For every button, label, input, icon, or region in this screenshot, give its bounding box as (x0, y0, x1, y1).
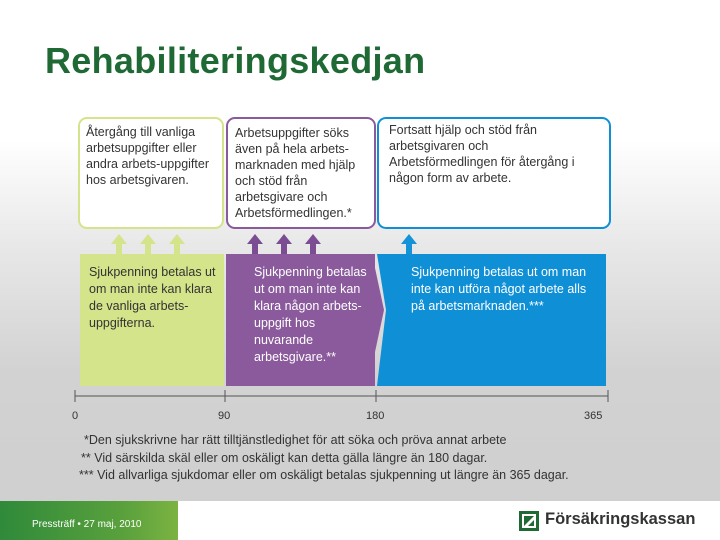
footnote-2: ** Vid särskilda skäl eller om oskäligt kan detta gälla längre än 180 dagar. (81, 450, 488, 465)
up-arrow-icon (276, 234, 292, 254)
page-title: Rehabiliteringskedjan (45, 40, 426, 81)
timeline-label-180: 180 (366, 410, 385, 422)
timeline-label-365: 365 (584, 410, 603, 422)
footnote-1: *Den sjukskrivne har rätt tilltjänstledighet för att söka och pröva annat arbete (84, 433, 507, 447)
phase-3-text: Sjukpenning betalas ut om man inte kan utföra något arbete alls på arbetsmarknaden.*** (411, 265, 587, 313)
box-continued-support-text: Fortsatt hjälp och stöd från arbetsgivaren och Arbetsförmedlingen för återgång i någon form av arbete. (389, 123, 575, 185)
footnotes (0, 432, 720, 485)
logo-wordmark: Försäkringskassan (545, 510, 696, 528)
up-arrow-icon (111, 234, 127, 254)
box-job-search-text: Arbetsuppgifter söks även på hela arbets-marknaden med hjälp och stöd från arbetsgivare och Arbetsförmedlingen.* (235, 126, 356, 220)
timeline-label-0: 0 (72, 410, 79, 422)
timeline-label-90: 90 (218, 410, 231, 422)
up-arrow-icon (401, 234, 417, 254)
phase-2-text: Sjukpenning betalas ut om man inte kan klara någon arbets-uppgift hos nuvarande arbetsgivare.** (254, 265, 367, 364)
up-arrow-icon (169, 234, 185, 254)
forsakringskassan-logo-icon (519, 511, 539, 531)
footnote-3: *** Vid allvarliga sjukdomar eller om oskäligt betalas sjukpenning ut längre än 365 dagar. (79, 468, 569, 482)
box-return-to-work-text: Återgång till vanliga arbetsuppgifter eller andra arbets-uppgifter hos arbetsgivaren. (86, 125, 209, 187)
up-arrow-icon (247, 234, 263, 254)
up-arrow-icon (140, 234, 156, 254)
up-arrow-icon (305, 234, 321, 254)
footer-event-date: Pressträff • 27 maj, 2010 (32, 519, 142, 530)
phase-1-text: Sjukpenning betalas ut om man inte kan klara de vanliga arbets-uppgifterna. (89, 265, 216, 330)
